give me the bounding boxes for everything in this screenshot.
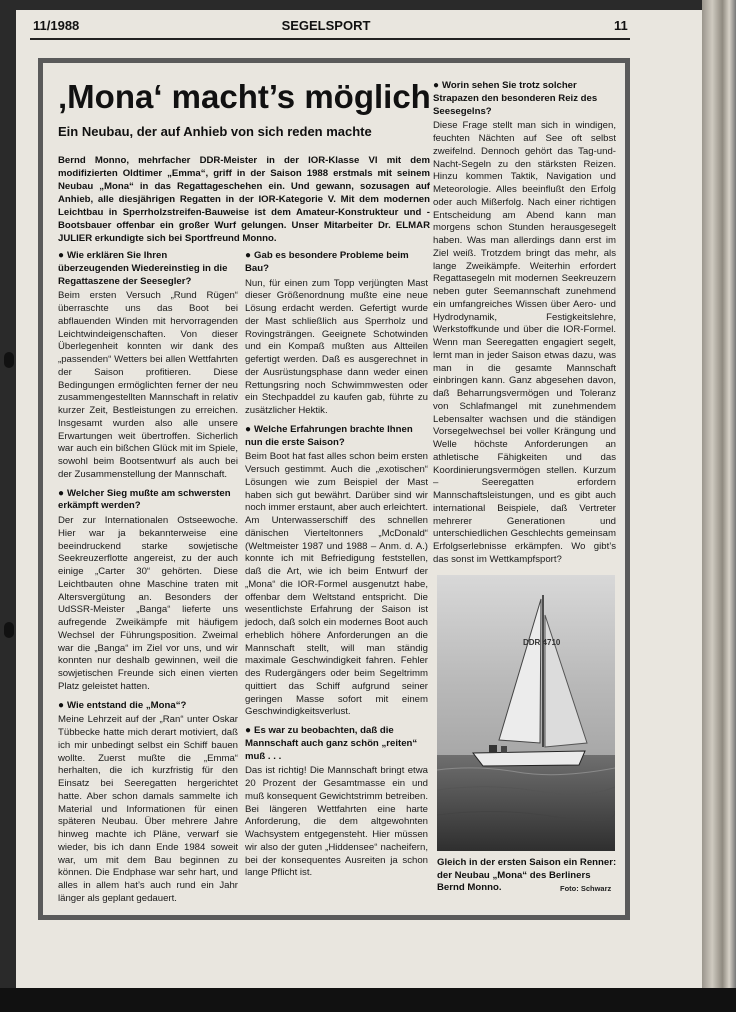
photo-credit: Foto: Schwarz	[560, 884, 612, 893]
question: ● Wie entstand die „Mona“?	[58, 699, 187, 711]
question: ● Gab es besondere Probleme beim Bau?	[245, 250, 409, 274]
answer: Das ist richtig! Die Mannschaft bringt etwa 20 Prozent der Gesamtmasse ein und muß konsequent Gewichtstrimm betreiben. Bei längeren Wettfahrten eine harte Anforderung, die dem altgewohnten Wachsystem entgegensteht. Hier müssen wir also der guten „Hiddensee“ nacheifern, bei der konsequentes Ausreiten ja schon lange Pflicht ist.	[245, 765, 428, 879]
answer: Meine Lehrzeit auf der „Ran“ unter Oskar Tübbecke hatte mich derart motiviert, daß ich mir unbedingt selbst ein Schiff bauen wollte. Zuerst mußte die „Emma“ herhalten, die ich kurzfristig für den Einsatz bei Seeregatten hergerichtet hatte. Aber schon damals sammelte ich Material und Informationen für einen späteren Neubau. Über mehrere Jahre hinweg machte ich Pläne, verwarf sie wieder, bis ich dann Ende 1984 soweit war, um mit dem Bau beginnen zu können. Die Endphase war sehr hart, und alles in allem hat’s auch rund ein Jahr länger als geplant gedauert.	[58, 714, 238, 904]
binding-ring	[4, 352, 14, 368]
book-page-edges	[702, 0, 736, 1012]
answer: Diese Frage stellt man sich in windigen, feuchten Nächten auf See oft selbst zweifelnd. Dennoch gehört das Tag-und-Nacht-Segeln zu den stärksten Reizen. Hinzu kommen Taktik, Navigation und Meteorologie. Alles beeinflußt den Erfolg oder auch Mißerfolg. Nach einer richtigen Entscheidung am Abend kann man morgens schon Stunden herausgesegelt haben. Was man allerdings dann erst im Ziel weiß. Trotzdem bringt das mehr, als lange Zweikämpfe. Weiterhin erfordert Regattasegeln mit modernen Seekreuzern neben guter Seemannschaft zunehmend ein umfangreiches Wissen über Aero- und Hydrodynamik, Festigkeitslehre, Werkstoffkunde und über die IOR-Formel. Wenn man Seeregatten engagiert segelt, lernt man in jeder Saison etwas dazu, was man in die gesamte Mannschaft einbringen kann. Ganz abgesehen davon, daß Beharrungsvermögen und Toleranz von Schlafmangel mit zunehmendem Lebensalter wachsen und die ständigen Vorsegelwechsel bei voller Krängung und Welle höchste Anforderungen an athletische Fähigkeiten und das Koordinierungsvermögen stellen. Kurzum – Seeregatten erfordern Mannschaftsleistungen, und es gibt auch international Beispiele, daß Vertreter mehrerer Generationen und unterschiedlichen Geschlechts gemeinsam Erfolgserlebnisse erkämpfen. Wo gibt’s das sonst im Wettkampfsport?	[433, 120, 616, 565]
sailboat-illustration	[437, 575, 615, 851]
text-column-2	[245, 250, 428, 886]
binding-ring	[4, 622, 14, 638]
answer: Beim Boot hat fast alles schon beim ersten Versuch gestimmt. Auch die „exotischen“ Lösungen wie zum Beispiel der Mast haben sich gut bewährt. Darüber sind wir noch immer erstaunt, aber auch erleichtert. Am Unterwasserschiff des schnellen dänischen Vierteltonners „McDonald“ (Weltmeister 1987 und 1988 – Anm. d. A.) konnte ich mit Befriedigung feststellen, daß die Art, wie ich beim Entwurf der „Mona“ die IOR-Formel ausgenutzt habe, offenbar dem Weltstand entspricht. Die wesentlichste Erfahrung der Saison ist jedoch, daß solch ein modernes Boot auch erheblich höhere Anforderungen an die Mannschaft stellt, will man ständig maximale Geschwindigkeit fahren. Fehler des Rudergängers oder beim Segeltrimm quittiert das Schiff aufgrund seiner geringen Masse sofort mit einem Geschwindigkeitsverlust.	[245, 451, 428, 718]
header-rule	[30, 38, 630, 40]
issue-number: 11/1988	[33, 18, 80, 33]
question: ● Welche Erfahrungen brachte Ihnen nun die erste Saison?	[245, 423, 413, 448]
answer: Beim ersten Versuch „Rund Rügen“ überraschte uns das Boot bei abflauenden Winden mit hervorragenden Leichtwindeigenschaften. Von dieser Überlegenheit konnten wir dank des „passenden“ Wetters bei allen Wettfahrten der Saison profitieren. Diese Bedingungen ermöglichten ferner der neu zusammengestellten Mannschaft in relativ kurzer Zeit, Bestleistungen zu erreichen. Insgesamt wurden also alle unsere Erwartungen weit übertroffen. Sicherlich war auch ein bißchen Glück mit im Spiele, sowohl beim Bootsentwurf als auch bei der Zusammenstellung der Mannschaft.	[58, 290, 238, 480]
question: ● Welcher Sieg mußte am schwersten erkämpft werden?	[58, 487, 231, 512]
page-number: 11	[614, 18, 628, 33]
answer: Der zur Internationalen Ostseewoche. Hier war ja bekannterweise eine beeindruckend starke sowjetische Seekreuzerflotte angereist, zu der auch einige „Carter 30“ gehörten. Diese Leichtbauten ohne Maschine traten mit Altersvergütung an. Besonders der UdSSR-Meister „Banga“ lieferte uns aufregende Zweikämpfe mit häufigem Wechsel der Führungsposition. Zweimal war die „Banga“ im Ziel vor uns, und wir konnten nur deshalb gewinnen, weil die sowjetischen Freunde sich einen vierten Platz geleistet hatten.	[58, 515, 238, 692]
photo-caption: Gleich in der ersten Saison ein Renner: der Neubau „Mona“ des Berliners Bernd Monno.	[437, 857, 617, 893]
article-subtitle: Ein Neubau, der auf Anhieb von sich reden machte	[58, 124, 372, 139]
question: ● Worin sehen Sie trotz solcher Strapazen den besonderen Reiz des Seesegelns?	[433, 80, 598, 117]
sailboat-photo	[437, 575, 615, 851]
scan-border	[0, 988, 736, 1012]
answer: Nun, für einen zum Topp verjüngten Mast dieser Größenordnung mußte eine neue Lösung erdacht werden. Gefertigt wurde der Mast schließlich aus Sperrholz und Rovingsträngen. Geeignete Schotwinden und ein Kompaß mußten aus Altteilen gefertigt werden. Daß es ausgerechnet in der Ausrüstungsphase dann weder einen Rettungsring noch Schwimmwesten oder ein Stechpaddel zu kaufen gab, führte zu zusätzlicher Hektik.	[245, 277, 428, 416]
question: ● Es war zu beobachten, daß die Mannschaft auch ganz schön „reiten“ muß . . .	[245, 725, 418, 762]
text-column-1	[58, 250, 238, 912]
article-intro: Bernd Monno, mehrfacher DDR-Meister in der IOR-Klasse VI mit dem modifizierten Oldtimer „Emma“, griff in der Saison 1988 erstmals mit seinem Neubau „Mona“ in das Regattageschehen ein. Und gewann, sozusagen auf Anhieb, alle diesjährigen Regatten in der IOR-Kategorie V. Mit dem modernen Leichtbau in Sperrholzstreifen-Bauweise ist dem Amateur-Konstrukteur und -Bootsbauer offenbar ein großer Wurf gelungen. Unser Mitarbeiter Dr. ELMAR JULIER erkundigte sich bei Sportfreund Monno.	[58, 155, 430, 244]
magazine-name: SEGELSPORT	[281, 18, 371, 33]
text-column-3	[433, 80, 616, 573]
sail-number: DDR 4710	[523, 638, 561, 647]
article-title: ‚Mona‘ macht’s möglich	[58, 78, 431, 115]
question: ● Wie erklären Sie Ihren überzeugenden Wiedereinstieg in die Regattaszene der Seesegler?	[58, 250, 228, 287]
